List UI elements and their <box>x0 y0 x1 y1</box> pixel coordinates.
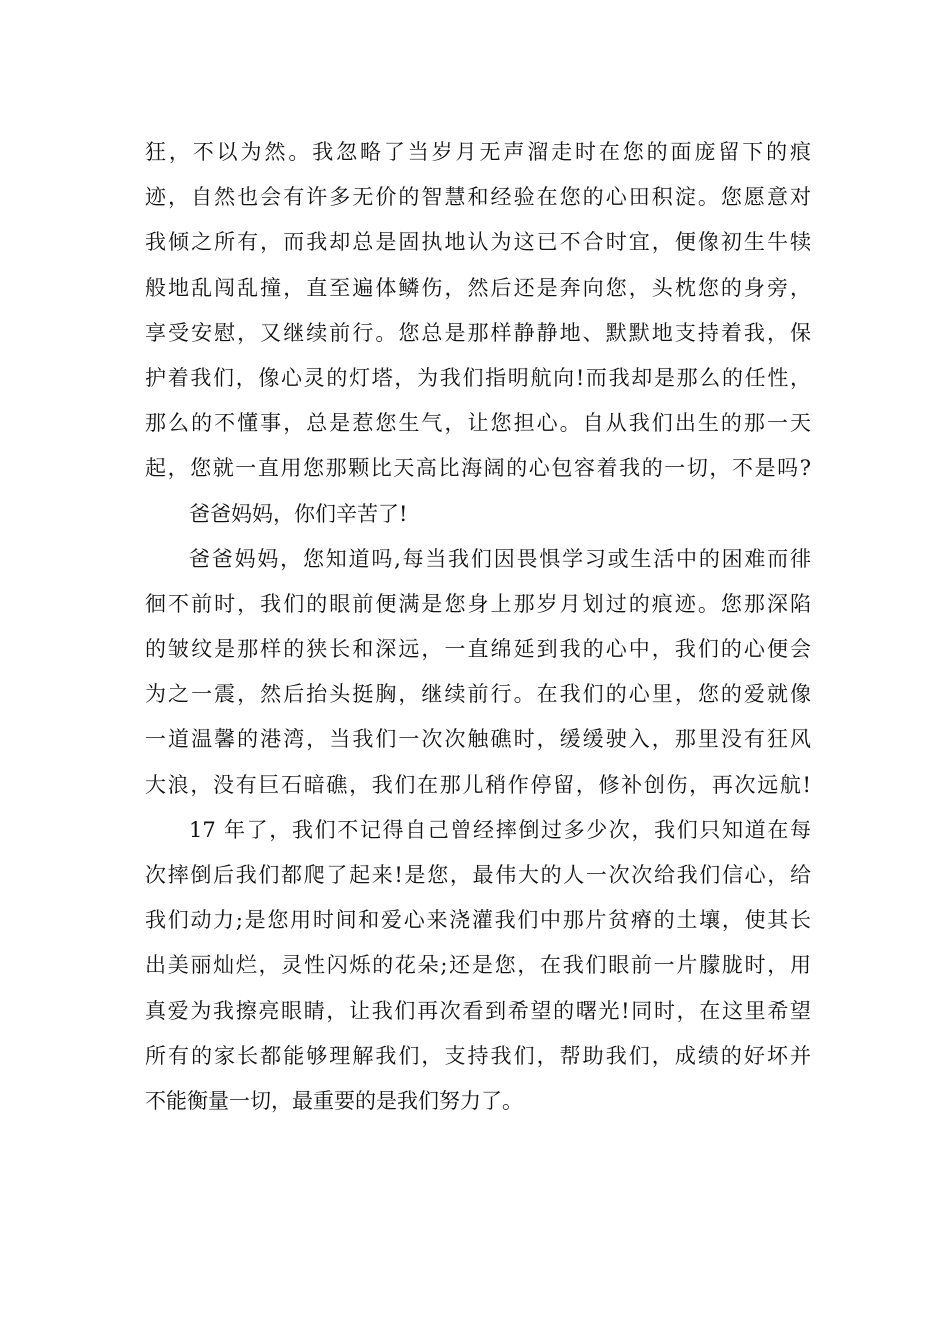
text-line: 所有的家长都能够理解我们，支持我们，帮助我们，成绩的好坏并 <box>145 1043 811 1068</box>
text-line: 次摔倒后我们都爬了起来!是您，最伟大的人一次次给我们信心，给 <box>145 863 811 887</box>
text-line: 迹，自然也会有许多无价的智慧和经验在您的心田积淀。您愿意对 <box>145 185 811 210</box>
paragraph-heading: 爸爸妈妈，你们辛苦了! <box>189 501 408 526</box>
text-line: 般地乱闯乱撞，直至遍体鳞伤，然后还是奔向您，头枕您的身旁， <box>145 275 811 300</box>
text-line: 护着我们，像心灵的灯塔，为我们指明航向!而我却是那么的任性， <box>145 365 811 390</box>
text-line: 17 年了，我们不记得自己曾经摔倒过多少次，我们只知道在每 <box>189 817 811 842</box>
text-line: 我倾之所有，而我却总是固执地认为这已不合时宜，便像初生牛犊 <box>145 230 811 255</box>
text-line: 徊不前时，我们的眼前便满是您身上那岁月划过的痕迹。您那深陷 <box>145 591 811 616</box>
text-line: 起，您就一直用您那颗比天高比海阔的心包容着我的一切，不是吗? <box>145 456 811 481</box>
text-line: 的皱纹是那样的狭长和深远，一直绵延到我的心中，我们的心便会 <box>145 637 811 662</box>
text-line: 一道温馨的港湾，当我们一次次触礁时，缓缓驶入，那里没有狂风 <box>145 727 811 752</box>
text-line: 那么的不懂事，总是惹您生气，让您担心。自从我们出生的那一天 <box>145 411 811 436</box>
text-line: 享受安慰，又继续前行。您总是那样静静地、默默地支持着我，保 <box>145 320 811 345</box>
text-line: 真爱为我擦亮眼睛，让我们再次看到希望的曙光!同时，在这里希望 <box>145 998 811 1023</box>
text-line: 不能衡量一切，最重要的是我们努力了。 <box>145 1088 523 1113</box>
text-line: 为之一震，然后抬头挺胸，继续前行。在我们的心里，您的爱就像 <box>145 682 811 707</box>
text-line: 我们动力;是您用时间和爱心来浇灌我们中那片贫瘠的土壤，使其长 <box>145 908 811 933</box>
text-line: 出美丽灿烂，灵性闪烁的花朵;还是您，在我们眼前一片朦胧时，用 <box>145 953 811 978</box>
text-line: 大浪，没有巨石暗礁，我们在那儿稍作停留，修补创伤，再次远航! <box>145 772 811 797</box>
body-text <box>145 130 811 1124</box>
text-line: 狂，不以为然。我忽略了当岁月无声溜走时在您的面庞留下的痕 <box>145 140 811 164</box>
text-line: 爸爸妈妈，您知道吗,每当我们因畏惧学习或生活中的困难而徘 <box>189 546 811 571</box>
